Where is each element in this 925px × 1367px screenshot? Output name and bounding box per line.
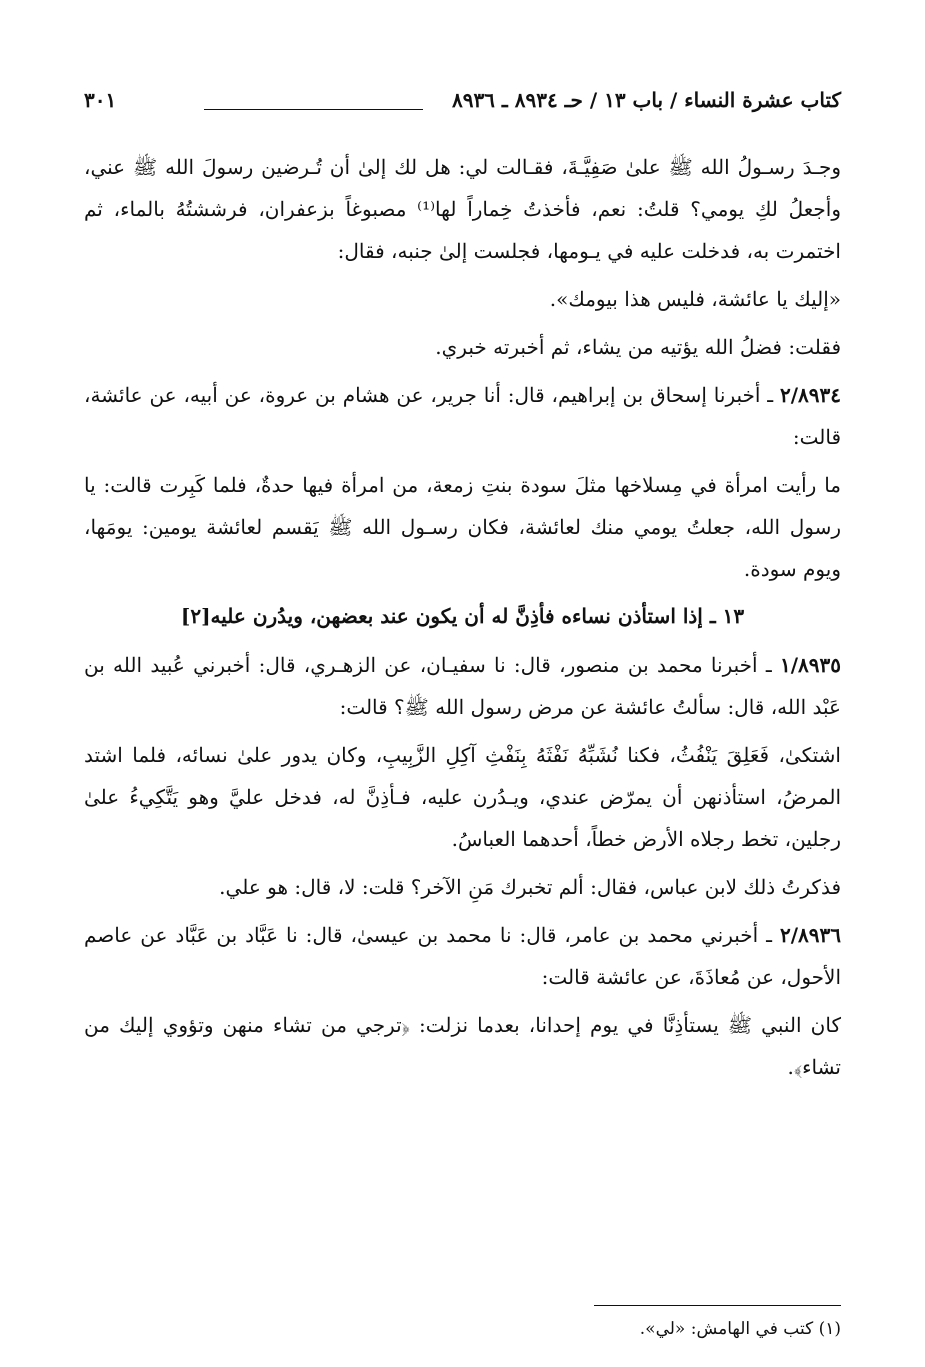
footnote-rule (594, 1305, 841, 1306)
paragraph-1: وجـدَ رسـولُ الله ﷺ علىٰ صَفِيَّـةَ، فقـالت لي: هل لك إلىٰ أن تُـرضين رسولَ الله ﷺ عني، وأجعلُ لكِ يومي؟ قلتُ: نعم، فأخذتُ خِماراً لها⁽¹⁾ مصبوغاً بزعفران، فرششتُهُ بالماء، ثم اختمرت به، فدخلت عليه في يـومها، فجلست إلىٰ جنبه، فقال: (84, 155, 842, 263)
hadith-isnad: ـ أخبرنا إسحاق بن إبراهيم، قال: أنا جرير، عن هشام بن عروة، عن أبيه، عن عائشة، قالت: (84, 383, 841, 449)
page-header (84, 88, 841, 122)
page-number: ٣٠١ (84, 88, 117, 112)
hadith-isnad: ـ أخبرنا محمد بن منصور، قال: نا سفيـان، عن الزهـري، قال: أخبرني عُبيد الله بن عَبْد الله، قال: سألتُ عائشة عن مرض رسول الله ﷺ؟ قالت: (84, 653, 841, 719)
hadith-8934 (84, 374, 841, 458)
hadith-8935 (84, 644, 841, 728)
paragraph-2: «إليك يا عائشة، فليس هذا بيومك». (549, 287, 841, 311)
paragraph-5: ما رأيت امرأة في مِسلاخها مثلَ سودة بنتِ زمعة، من امرأة فيها حدةٌ، فلما كَبِرت قالت: يا رسول الله، جعلتُ يومي منك لعائشة، فكان رسـول الله ﷺ يَقسم لعائشة يومين: يومَها، ويوم سودة. (84, 473, 841, 581)
hadith-number: ٢/٨٩٣٤ (779, 383, 841, 407)
hadith-number: ٢/٨٩٣٦ (779, 923, 841, 947)
paragraph-8: فذكرتُ ذلك لابن عباس، فقال: ألم تخبرك مَنِ الآخر؟ قلت: لا، قال: هو علي. (219, 875, 841, 899)
chapter-heading: ١٣ ـ إذا استأذن نساءه فأذِنَّ له أن يكون عند بعضهن، ويدُرن عليه[٢] (180, 604, 745, 628)
running-title: كتاب عشرة النساء / باب ١٣ / حـ ٨٩٣٤ ـ ٨٩٣٦ (451, 88, 841, 112)
paragraph-3: فقلت: فضلُ الله يؤتيه من يشاء، ثم أخبرته خبري. (435, 335, 841, 359)
header-rule (204, 109, 423, 110)
hadith-number: ١/٨٩٣٥ (779, 653, 841, 677)
paragraph-7: اشتكىٰ، فَعَلِقَ يَنْفُثُ، فكنا نُشَبِّهُ نَفْثَهُ بِنَفْثِ آكِلِ الزَّبِيبِ، وكان يدور علىٰ نسائه، فلما اشتد المرضُ، استأذنهن أن يمرّض عندي، ويـدُرن عليه، فـأذِنَّ له، فدخل عليَّ وهو يَتَّكِيءُ علىٰ رجلين، تخط رجلاه الأرض خطاً، أحدهما العباسُ. (84, 743, 841, 851)
hadith-8936 (84, 914, 841, 998)
body-text (84, 146, 841, 1094)
footnote: (١) كتب في الهامش: «لي». (639, 1319, 841, 1339)
paragraph-10: كان النبي ﷺ يستأذِنَّا في يوم إحدانا، بعدما نزلت: ﴿ترجي من تشاء منهن وتؤوي إليك من تشاء﴾. (84, 1013, 841, 1079)
hadith-isnad: ـ أخبرني محمد بن عامر، قال: نا محمد بن عيسىٰ، قال: نا عَبَّاد بن عَبَّاد عن عاصم الأحول، عن مُعاذَةَ، عن عائشة قالت: (84, 923, 841, 989)
